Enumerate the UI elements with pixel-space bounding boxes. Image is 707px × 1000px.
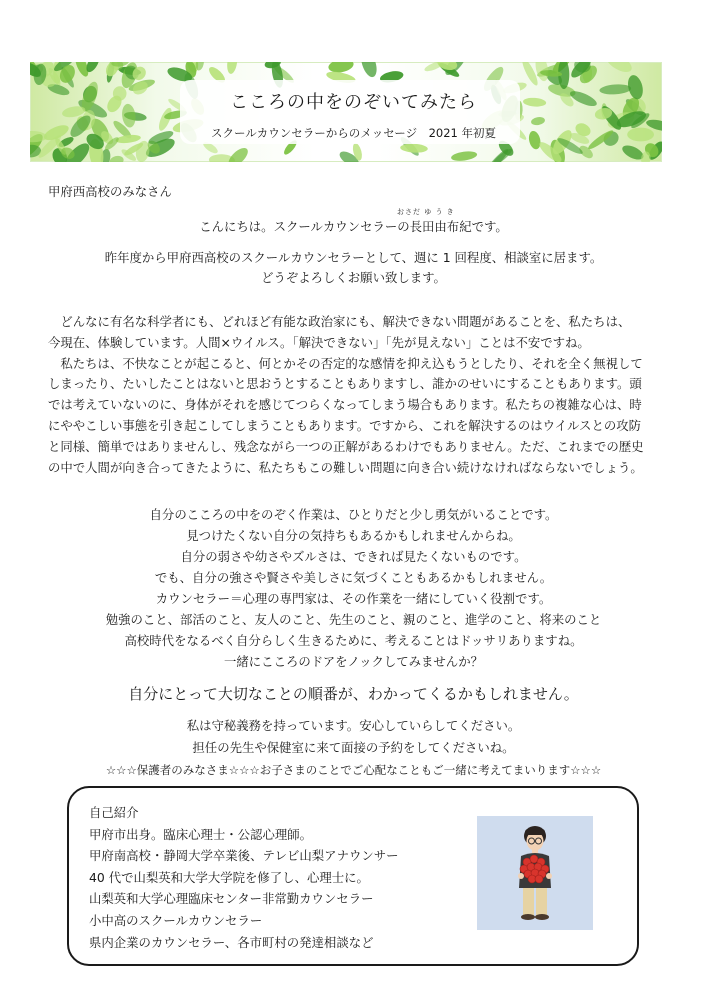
- person-holding-flowers-icon: [477, 816, 593, 930]
- highlight-message: 自分にとって大切なことの順番が、わかってくるかもしれません。: [128, 685, 579, 703]
- profile-box: [67, 786, 639, 966]
- confidential-line-1: 私は守秘義務を持っています。安心していらしてください。: [186, 718, 521, 733]
- counselor-illustration: [477, 816, 593, 930]
- body-paragraphs: [48, 312, 668, 478]
- name-ruby: おさだ ゆ う き: [397, 208, 455, 216]
- leaf-shape: [226, 62, 239, 75]
- center-line: 見つけたくない自分の気持ちもあるかもしれませんからね。: [186, 528, 521, 543]
- center-line: カウンセラー＝心理の専門家は、その作業を一緒にしていく役割です。: [155, 591, 552, 606]
- confidential-line-2: 担任の先生や保健室に来て面接の予約をしてくださいね。: [192, 740, 515, 755]
- leaf-shape: [109, 155, 125, 162]
- leaf-shape: [603, 62, 635, 76]
- profile-text: [89, 802, 399, 953]
- body-line: と同様、簡単ではありませんし、残念ながら一つの正解があるわけでもありません。ただ、これまでの歴史: [48, 438, 644, 454]
- page-title: こころの中をのぞいてみたら: [230, 92, 477, 113]
- intro-line-1: こんにちは。スクールカウンセラーの長田由布紀です。: [199, 219, 508, 234]
- intro-line-2: 昨年度から甲府西高校のスクールカウンセラーとして、週に 1 回程度、相談室に居ます。: [104, 250, 603, 265]
- leaf-shape: [451, 150, 478, 162]
- profile-line: 甲府市出身。臨床心理士・公認心理師。: [89, 826, 313, 842]
- body-line: 私たちは、不快なことが起こると、何とかその否定的な感情を抑え込もうとしたり、それを全く無視して: [48, 355, 643, 371]
- body-line: しまったり、たいしたことはないと思おうとすることもありますし、誰かのせいにすることもあります。頭: [48, 376, 642, 392]
- profile-line: 40 代で山梨英和大学大学院を修了し、心理士に。: [89, 869, 369, 885]
- greeting: 甲府西高校のみなさん: [48, 184, 172, 199]
- center-line: 自分の弱さや幼さやズルさは、できれば見たくないものです。: [180, 549, 527, 564]
- center-line: 自分のこころの中をのぞく作業は、ひとりだと少し勇気がいることです。: [149, 507, 558, 522]
- center-line: 高校時代をなるべく自分らしく生きるために、考えることはドッサリありますね。: [124, 633, 583, 648]
- profile-line: 甲府南高校・静岡大学卒業後、テレビ山梨アナウンサー: [89, 848, 399, 864]
- body-line: どんなに有名な科学者にも、どれほど有能な政治家にも、解決できない問題があることを、私たちは、: [48, 314, 631, 329]
- page-subtitle: スクールカウンセラーからのメッセージ 2021 年初夏: [211, 126, 496, 140]
- center-line: 勉強のこと、部活のこと、友人のこと、先生のこと、親のこと、進学のこと、将来のこと: [105, 612, 602, 627]
- intro-line-3: どうぞよろしくお願い致します。: [261, 270, 446, 285]
- leaf-shape: [358, 62, 379, 79]
- hand-shape: [546, 873, 552, 879]
- flower-shape: [535, 875, 543, 883]
- profile-heading: 自己紹介: [89, 805, 139, 820]
- body-line: にややこしい事態を引き起こしてしまうこともあります。ですから、これを解決するのはウイルスとの攻防: [48, 417, 642, 433]
- center-line: 一緒にこころのドアをノックしてみませんか？: [224, 654, 483, 669]
- body-line: では考えていないのに、身体がそれを感じてつらくなってしまう場合もあります。私たちの複雑な心は、時: [48, 397, 642, 413]
- body-line: 今現在、体験しています。人間×ウイルス。「解決できない」「先が見えない」ことは不安ですね。: [48, 334, 590, 350]
- profile-line: 県内企業のカウンセラー、各市町村の発達相談など: [89, 934, 374, 950]
- parents-note: ☆☆☆保護者のみなさま☆☆☆お子さまのことでご心配なこともご一緒に考えてまいります☆☆☆: [105, 763, 602, 777]
- body-line: の中で人間が向き合ってきたように、私たちもこの難しい問題に向き合い続けなければならないでしょう。: [48, 459, 643, 475]
- profile-line: 小中高のスクールカウンセラー: [89, 912, 263, 928]
- hand-shape: [518, 873, 524, 879]
- center-line: でも、自分の強さや賢さや美しさに気づくこともあるかもしれません。: [154, 570, 553, 585]
- profile-line: 山梨英和大学心理臨床センター非常勤カウンセラー: [89, 891, 374, 907]
